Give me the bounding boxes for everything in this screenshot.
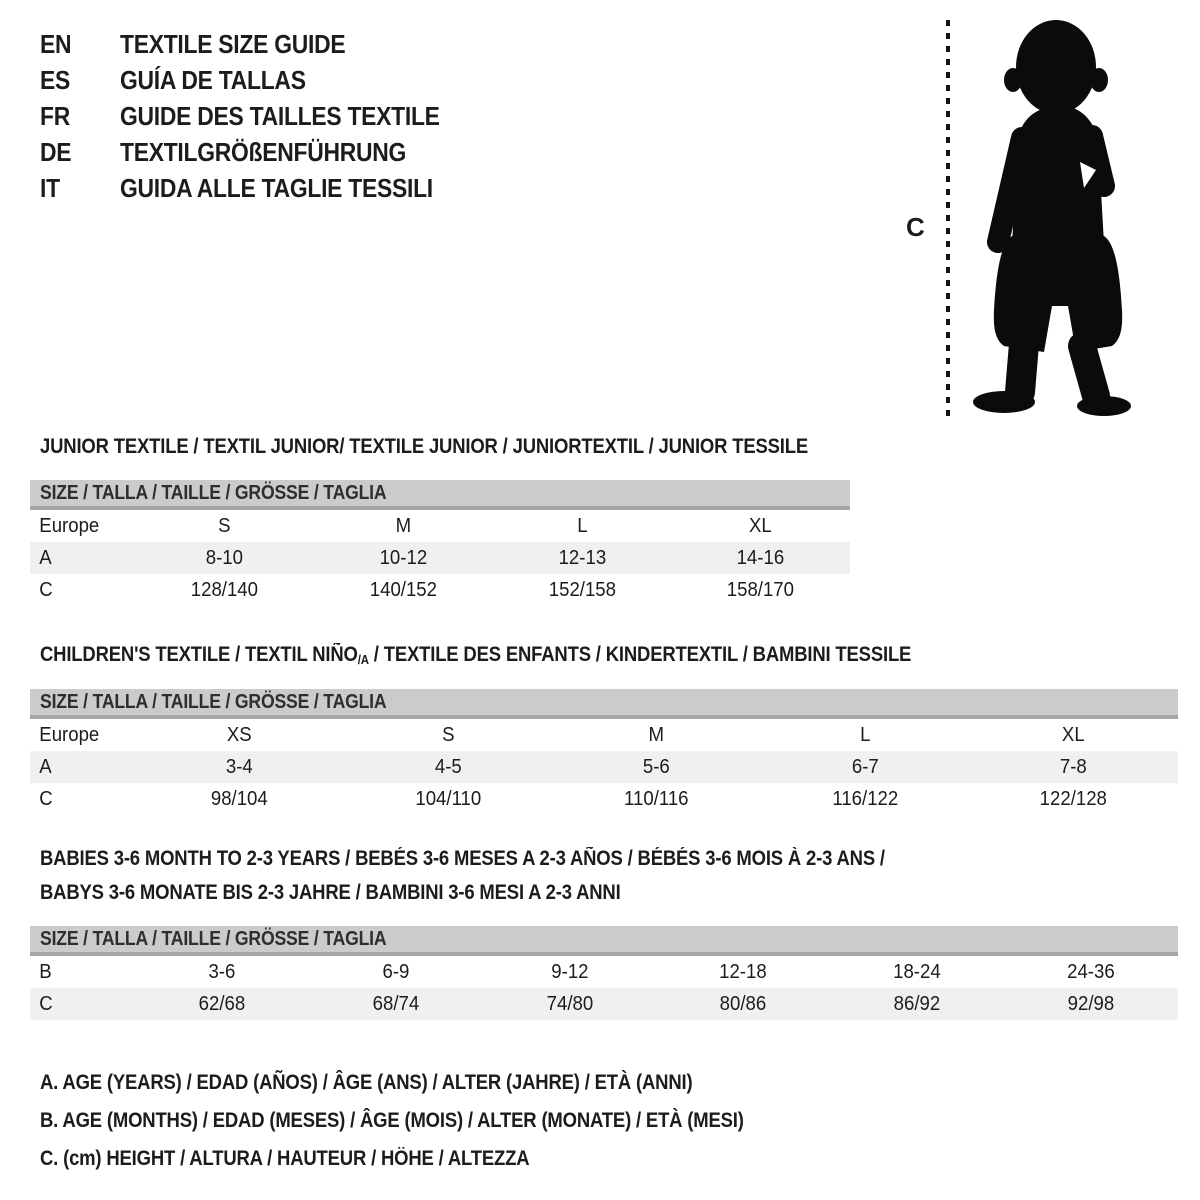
legend-line-b-text: B. AGE (MONTHS) / EDAD (MESES) / ÂGE (MOIS) / ALTER (MONATE) / ETÀ (MESI) xyxy=(40,1109,744,1132)
value-cell: 24-36 xyxy=(1067,960,1115,983)
row-label: Europe xyxy=(39,723,100,746)
height-measure-dashed-line xyxy=(946,20,950,418)
junior-table xyxy=(30,480,850,606)
size-cell: XS xyxy=(226,723,252,746)
babies-row-height xyxy=(30,988,1178,1020)
row-label: Europe xyxy=(39,514,100,537)
row-label: C xyxy=(39,787,53,810)
lang-row-en xyxy=(40,26,483,62)
junior-table-title-text: JUNIOR TEXTILE / TEXTIL JUNIOR/ TEXTILE JUNIOR / JUNIORTEXTIL / JUNIOR TESSILE xyxy=(40,435,809,458)
legend-line-c-text: C. (cm) HEIGHT / ALTURA / HAUTEUR / HÖHE / ALTEZZA xyxy=(40,1147,530,1170)
lang-row-fr xyxy=(40,98,483,134)
lang-label-it: GUIDA ALLE TAGLIE TESSILI xyxy=(120,172,433,203)
value-cell: 3-4 xyxy=(225,755,253,778)
legend xyxy=(40,1071,840,1185)
size-cell: XL xyxy=(1062,723,1086,746)
value-cell: 92/98 xyxy=(1067,992,1115,1015)
value-cell: 6-7 xyxy=(851,755,879,778)
value-cell: 68/74 xyxy=(372,992,420,1015)
row-label: A xyxy=(39,755,52,778)
babies-title-line1-text: BABIES 3-6 MONTH TO 2-3 YEARS / BEBÉS 3-6 MESES A 2-3 AÑOS / BÉBÉS 3-6 MOIS À 2-3 ANS / xyxy=(40,847,885,870)
children-row-height xyxy=(30,783,1178,815)
lang-code-de: DE xyxy=(40,136,72,167)
value-cell: 86/92 xyxy=(893,992,941,1015)
row-label: C xyxy=(39,578,53,601)
value-cell: 6-9 xyxy=(382,960,410,983)
lang-row-it xyxy=(40,170,483,206)
value-cell: 104/110 xyxy=(414,787,481,810)
children-title-pre: CHILDREN'S TEXTILE / TEXTIL NIÑO xyxy=(40,643,358,666)
children-title-sub: /A xyxy=(357,652,369,667)
lang-code-fr: FR xyxy=(40,100,70,131)
height-measure-label: C xyxy=(906,212,925,242)
value-cell: 98/104 xyxy=(210,787,268,810)
lang-code-it: IT xyxy=(40,172,60,203)
row-label: B xyxy=(39,960,52,983)
legend-line-a xyxy=(40,1071,840,1095)
size-cell: M xyxy=(648,723,665,746)
lang-code-en: EN xyxy=(40,28,72,59)
babies-size-bar-text: SIZE / TALLA / TAILLE / GRÖSSE / TAGLIA xyxy=(40,927,387,950)
babies-table-title-line1 xyxy=(40,847,1000,871)
size-cell: S xyxy=(441,723,455,746)
children-title-post: / TEXTILE DES ENFANTS / KINDERTEXTIL / BAMBINI TESSILE xyxy=(368,643,912,666)
junior-size-bar-text: SIZE / TALLA / TAILLE / GRÖSSE / TAGLIA xyxy=(40,481,387,504)
lang-row-es xyxy=(40,62,483,98)
babies-row-months xyxy=(30,956,1178,988)
junior-size-bar xyxy=(30,480,850,510)
legend-line-c xyxy=(40,1147,840,1171)
junior-row-age xyxy=(30,542,850,574)
babies-table xyxy=(30,926,1178,1020)
value-cell: 12-13 xyxy=(558,546,606,569)
language-header xyxy=(40,26,483,206)
value-cell: 14-16 xyxy=(736,546,785,569)
size-cell: L xyxy=(576,514,588,537)
children-table-title-text xyxy=(40,643,911,672)
children-table-title xyxy=(40,643,1030,672)
value-cell: 10-12 xyxy=(379,546,427,569)
lang-label-es: GUÍA DE TALLAS xyxy=(120,64,306,95)
row-label: C xyxy=(39,992,53,1015)
lang-label-de: TEXTILGRÖßENFÜHRUNG xyxy=(120,136,407,167)
value-cell: 140/152 xyxy=(369,578,437,601)
legend-line-a-text: A. AGE (YEARS) / EDAD (AÑOS) / ÂGE (ANS) / ALTER (JAHRE) / ETÀ (ANNI) xyxy=(40,1071,693,1094)
size-cell: M xyxy=(395,514,411,537)
size-cell: XL xyxy=(749,514,773,537)
size-cell: S xyxy=(218,514,231,537)
junior-row-europe xyxy=(30,510,850,542)
children-size-bar xyxy=(30,689,1178,719)
value-cell: 18-24 xyxy=(893,960,942,983)
lang-row-de xyxy=(40,134,483,170)
value-cell: 7-8 xyxy=(1060,755,1088,778)
junior-table-title xyxy=(40,435,913,459)
value-cell: 116/122 xyxy=(832,787,899,810)
value-cell: 12-18 xyxy=(719,960,768,983)
value-cell: 122/128 xyxy=(1040,787,1108,810)
value-cell: 9-12 xyxy=(550,960,589,983)
value-cell: 62/68 xyxy=(198,992,246,1015)
children-size-bar-text: SIZE / TALLA / TAILLE / GRÖSSE / TAGLIA xyxy=(40,690,387,713)
junior-row-height xyxy=(30,574,850,606)
children-table xyxy=(30,689,1178,815)
value-cell: 110/116 xyxy=(624,787,689,810)
legend-line-b xyxy=(40,1109,840,1133)
value-cell: 80/86 xyxy=(720,992,767,1015)
value-cell: 5-6 xyxy=(643,755,670,778)
value-cell: 74/80 xyxy=(546,992,593,1015)
babies-title-line2-text: BABYS 3-6 MONATE BIS 2-3 JAHRE / BAMBINI 3-6 MESI A 2-3 ANNI xyxy=(40,881,621,904)
value-cell: 158/170 xyxy=(726,578,795,601)
row-label: A xyxy=(39,546,52,569)
value-cell: 8-10 xyxy=(205,546,243,569)
babies-size-bar xyxy=(30,926,1178,956)
value-cell: 152/158 xyxy=(548,578,616,601)
babies-table-title-line2 xyxy=(40,881,700,905)
children-row-europe xyxy=(30,719,1178,751)
value-cell: 128/140 xyxy=(190,578,258,601)
value-cell: 4-5 xyxy=(434,755,462,778)
lang-code-es: ES xyxy=(40,64,71,95)
size-cell: L xyxy=(859,723,871,746)
children-row-age xyxy=(30,751,1178,783)
value-cell: 3-6 xyxy=(208,960,236,983)
lang-label-en: TEXTILE SIZE GUIDE xyxy=(120,28,346,59)
toddler-silhouette xyxy=(964,14,1136,418)
lang-label-fr: GUIDE DES TAILLES TEXTILE xyxy=(120,100,440,131)
